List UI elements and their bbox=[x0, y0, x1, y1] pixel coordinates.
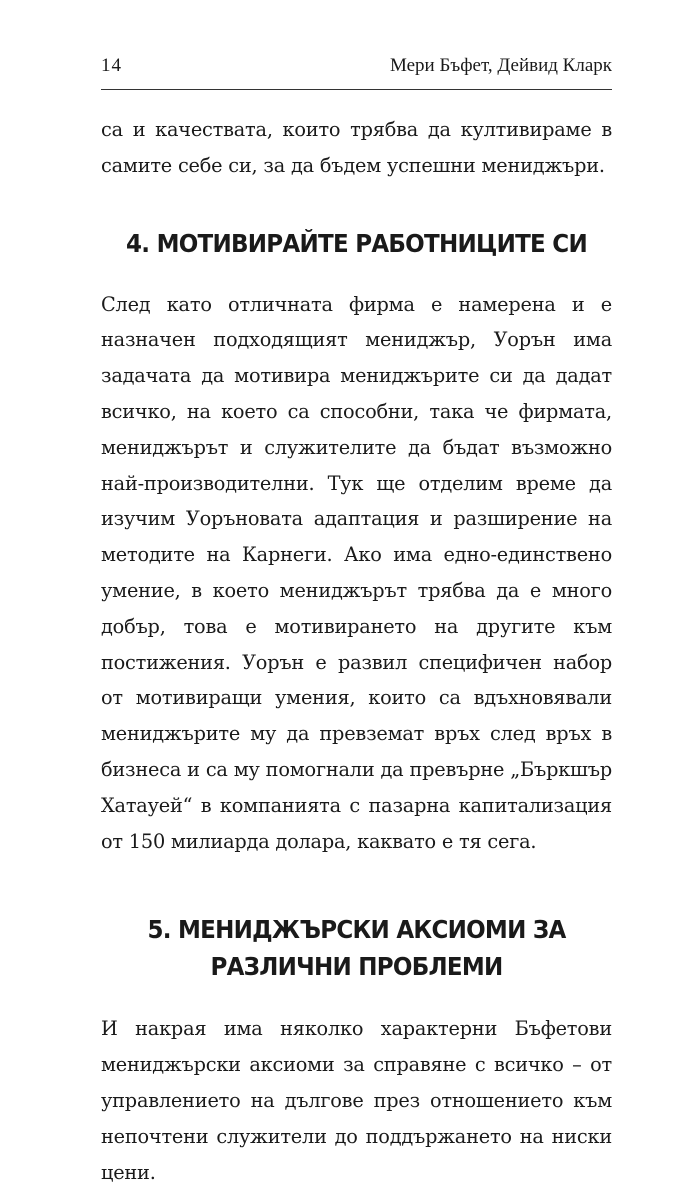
running-header bbox=[101, 50, 612, 82]
section-4-heading: 4. МОТИВИРАЙТЕ РАБОТНИЦИТЕ СИ bbox=[126, 228, 587, 258]
section-5-heading-line-1: 5. МЕНИДЖЪРСКИ АКСИОМИ ЗА bbox=[147, 915, 566, 945]
running-title: Мери Бъфет, Дейвид Кларк bbox=[389, 55, 612, 76]
header-divider bbox=[101, 89, 612, 90]
section-4-paragraph: След като отличната фирма е намерена и е назначен подходящият мениджър, Уорън има задачата да мотивира мениджърите си да дадат всичко, на което са способни, така че фирмата, мениджърът и служителите да бъдат възможно най-производителни. Тук ще отделим време да изучим Уоръновата адаптация и разширение на методите на Карнеги. Ако има едно-единствено умение, в което мениджърът трябва да е много добър, това е мотивирането на другите към постижения. Уорън е развил специфичен набор от мотивиращи умения, които са вдъхновявали мениджърите му да превземат връх след връх в бизнеса и са му помогнали да превърне „Бъркшър Хатауей“ в компанията с пазарна капитализация от 150 милиарда долара, каквато е тя сега. bbox=[101, 292, 612, 853]
section-5-paragraph: И накрая има няколко характерни Бъфетови мениджърски аксиоми за справяне с всичко – от управлението на дългове през отношението към непочтени служители до поддържането на ниски цени. bbox=[101, 1017, 612, 1184]
section-5-heading bbox=[121, 911, 591, 985]
section-5-heading-line-2: РАЗЛИЧНИ ПРОБЛЕМИ bbox=[210, 952, 503, 982]
page-number: 14 bbox=[101, 55, 122, 76]
intro-paragraph: са и качествата, които трябва да култивираме в самите себе си, за да бъдем успешни мениджъри. bbox=[101, 118, 612, 177]
page-body bbox=[101, 112, 612, 1190]
